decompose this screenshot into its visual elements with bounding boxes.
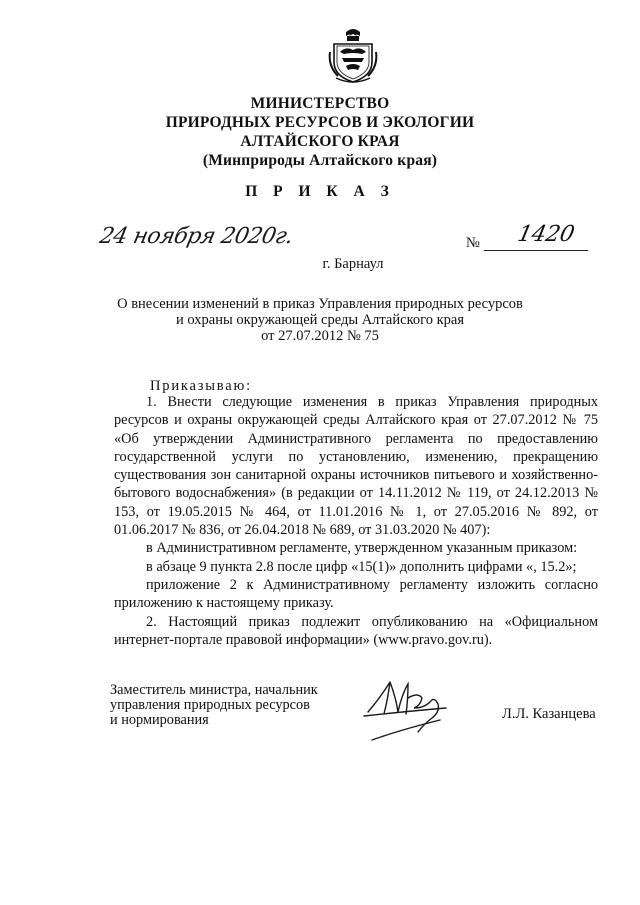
signatory-position [110,683,318,728]
subject-line-1: О внесении изменений в приказ Управления природных ресурсов [117,296,523,312]
handwritten-signature [360,668,460,748]
number-underline [484,250,588,251]
signatory-name: Л.Л. Казанцева [502,706,596,722]
ministry-title-line-1: МИНИСТЕРСТВО [250,95,390,112]
ministry-title-line-3: АЛТАЙСКОГО КРАЯ [240,133,400,150]
order-title: П Р И К А З [245,183,395,200]
signatory-line-1: Заместитель министра, начальник [110,682,318,698]
order-lead-word: Приказываю: [150,378,252,394]
city-name: г. Барнаул [322,256,384,272]
handwritten-date: 24 ноября 2020г. [97,224,296,249]
subject-line-2: и охраны окружающей среды Алтайского края [176,312,464,328]
order-body [114,393,598,649]
paragraph-item-1: 1. Внести следующие изменения в приказ Управления природных ресурсов и охраны окружающей среды Алтайского края от 27.07.2012 № 75 «Об утверждении Административного регламента по предоставлению государственной услуги по установлению, изменению, прекращению существования зон санитарной охраны источников питьевого и хозяйственно-бытового водоснабжения» (в редакции от 14.11.2012 № 119, от 24.12.2013 № 153, от 19.05.2015 № 464, от 11.01.2016 № 1, от 27.05.2016 № 892, от 01.06.2017 № 836, от 26.04.2018 № 689, от 31.03.2020 № 407): [114,394,598,539]
ministry-short-name: (Минприроды Алтайского края) [202,152,438,169]
number-label: № [466,235,480,251]
paragraph-appendix: приложение 2 к Административному регламенту изложить согласно приложению к настоящему приказу. [114,576,598,612]
signatory-line-3: и нормирования [110,712,209,728]
handwritten-number: 1420 [515,222,577,247]
subject-line-3: от 27.07.2012 № 75 [261,328,379,344]
paragraph-abzac: в абзаце 9 пункта 2.8 после цифр «15(1)» дополнить цифрами «, 15.2»; [146,558,577,575]
signatory-line-2: управления природных ресурсов [110,697,310,713]
ministry-title-line-2: ПРИРОДНЫХ РЕСУРСОВ И ЭКОЛОГИИ [165,114,475,131]
paragraph-item-2: 2. Настоящий приказ подлежит опубликованию на «Официальном интернет-портале правовой информации» (www.pravo.gov.ru). [114,613,598,648]
paragraph-regulation: в Административном регламенте, утвержденном указанным приказом: [146,540,578,557]
coat-of-arms-emblem [328,22,378,86]
